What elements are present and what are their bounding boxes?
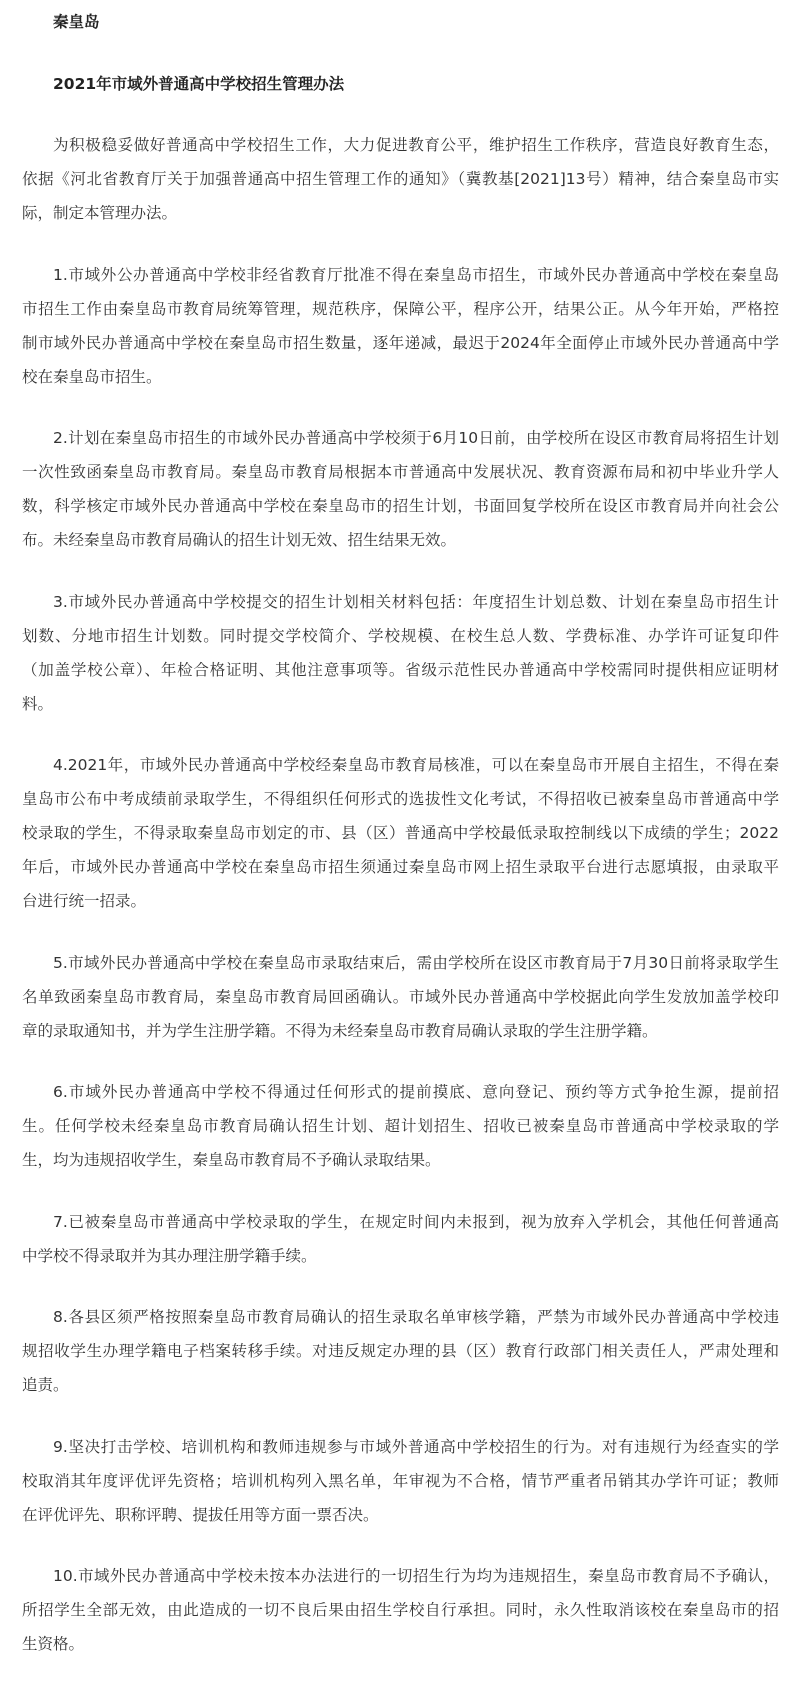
clause-2-paragraph [22,421,779,557]
clause-7-paragraph [22,1205,779,1273]
paragraph-line: 际，制定本管理办法。 [22,204,178,222]
paragraph-line: 料。 [22,694,54,713]
paragraph-line: 布。未经秦皇岛市教育局确认的招生计划无效、招生结果无效。 [22,531,457,549]
clause-3-paragraph [22,585,779,721]
paragraph-line: 数，科学核定市域外民办普通高中学校在秦皇岛市的招生计划，书面回复学校所在设区市教育局并向社会公 [22,497,779,515]
paragraph-line: 9.坚决打击学校、培训机构和教师违规参与市域外普通高中学校招生的行为。对有违规行为经查实的学 [53,1437,779,1456]
paragraph-line: 中学校不得录取并为其办理注册学籍手续。 [22,1246,317,1265]
clause-1-paragraph [22,258,779,394]
clause-9-paragraph [22,1430,779,1532]
paragraph-line: 依据《河北省教育厅关于加强普通高中招生管理工作的通知》（冀教基[2021]13号）精神，结合秦皇岛市实 [22,170,779,188]
clause-10-paragraph [22,1559,779,1661]
paragraph-line: 8.各县区须严格按照秦皇岛市教育局确认的招生录取名单审核学籍，严禁为市域外民办普通高中学校违 [53,1308,779,1326]
paragraph-line: 2.计划在秦皇岛市招生的市域外民办普通高中学校须于6月10日前，由学校所在设区市教育局将招生计划 [53,429,779,447]
paragraph-line: 所招学生全部无效，由此造成的一切不良后果由招生学校自行承担。同时，永久性取消该校在秦皇岛市的招 [22,1601,779,1619]
clause-8-paragraph [22,1300,779,1402]
paragraph-line: 一次性致函秦皇岛市教育局。秦皇岛市教育局根据本市普通高中发展状况、教育资源布局和初中毕业升学人 [22,463,779,481]
intro-paragraph [22,128,779,230]
paragraph-line: 在评优评先、职称评聘、提拔任用等方面一票否决。 [22,1505,379,1524]
paragraph-line: 校取消其年度评优评先资格；培训机构列入黑名单，年审视为不合格，情节严重者吊销其办学许可证；教师 [22,1471,779,1490]
article-title: 2021年市域外普通高中学校招生管理办法 [53,74,345,93]
paragraph-line: 生，均为违规招收学生，秦皇岛市教育局不予确认录取结果。 [22,1151,441,1169]
paragraph-line: 10.市域外民办普通高中学校未按本办法进行的一切招生行为均为违规招生，秦皇岛市教育局不予确认， [53,1567,779,1585]
paragraph-line: 校在秦皇岛市招生。 [22,367,162,386]
paragraph-line: 划数、分地市招生计划数。同时提交学校简介、学校规模、在校生总人数、学费标准、办学许可证复印件 [22,626,779,645]
paragraph-line: 4.2021年，市域外民办普通高中学校经秦皇岛市教育局核准，可以在秦皇岛市开展自主招生，不得在秦 [53,756,779,774]
paragraph-line: 追责。 [22,1376,69,1394]
paragraph-line: 为积极稳妥做好普通高中学校招生工作，大力促进教育公平，维护招生工作秩序，营造良好教育生态， [53,136,779,154]
paragraph-line: 生。任何学校未经秦皇岛市教育局确认招生计划、超计划招生、招收已被秦皇岛市普通高中学校录取的学 [22,1117,779,1135]
clause-4-paragraph [22,748,779,918]
paragraph-line: 生资格。 [22,1635,85,1653]
paragraph-line: 年后，市域外民办普通高中学校在秦皇岛市招生须通过秦皇岛市网上招生录取平台进行志愿填报，由录取平 [22,858,779,876]
paragraph-line: 6.市域外民办普通高中学校不得通过任何形式的提前摸底、意向登记、预约等方式争抢生源，提前招 [53,1083,779,1101]
paragraph-line: 章的录取通知书，并为学生注册学籍。不得为未经秦皇岛市教育局确认录取的学生注册学籍。 [22,1021,658,1040]
paragraph-line: 7.已被秦皇岛市普通高中学校录取的学生，在规定时间内未报到，视为放弃入学机会，其他任何普通高 [53,1212,779,1231]
paragraph-line: 台进行统一招录。 [22,892,147,910]
paragraph-line: 3.市域外民办普通高中学校提交的招生计划相关材料包括：年度招生计划总数、计划在秦皇岛市招生计 [53,592,779,611]
paragraph-line: （加盖学校公章）、年检合格证明、其他注意事项等。省级示范性民办普通高中学校需同时提供相应证明材 [22,660,779,679]
paragraph-line: 5.市域外民办普通高中学校在秦皇岛市录取结束后，需由学校所在设区市教育局于7月30日前将录取学生 [53,953,779,972]
paragraph-line: 名单致函秦皇岛市教育局，秦皇岛市教育局回函确认。市域外民办普通高中学校据此向学生发放加盖学校印 [22,987,779,1006]
paragraph-line: 制市域外民办普通高中学校在秦皇岛市招生数量，逐年递减，最迟于2024年全面停止市域外民办普通高中学 [22,333,779,352]
paragraph-line: 皇岛市公布中考成绩前录取学生，不得组织任何形式的选拔性文化考试，不得招收已被秦皇岛市普通高中学 [22,790,779,808]
clause-5-paragraph [22,946,779,1048]
paragraph-line: 规招收学生办理学籍电子档案转移手续。对违反规定办理的县（区）教育行政部门相关责任人，严肃处理和 [22,1342,779,1360]
location-heading: 秦皇岛 [53,13,100,31]
clause-6-paragraph [22,1075,779,1177]
paragraph-line: 市招生工作由秦皇岛市教育局统筹管理，规范秩序，保障公平，程序公开，结果公正。从今年开始，严格控 [22,299,779,318]
paragraph-line: 校录取的学生，不得录取秦皇岛市划定的市、县（区）普通高中学校最低录取控制线以下成绩的学生；2022 [22,824,779,842]
paragraph-line: 1.市域外公办普通高中学校非经省教育厅批准不得在秦皇岛市招生，市域外民办普通高中学校在秦皇岛 [53,265,779,284]
